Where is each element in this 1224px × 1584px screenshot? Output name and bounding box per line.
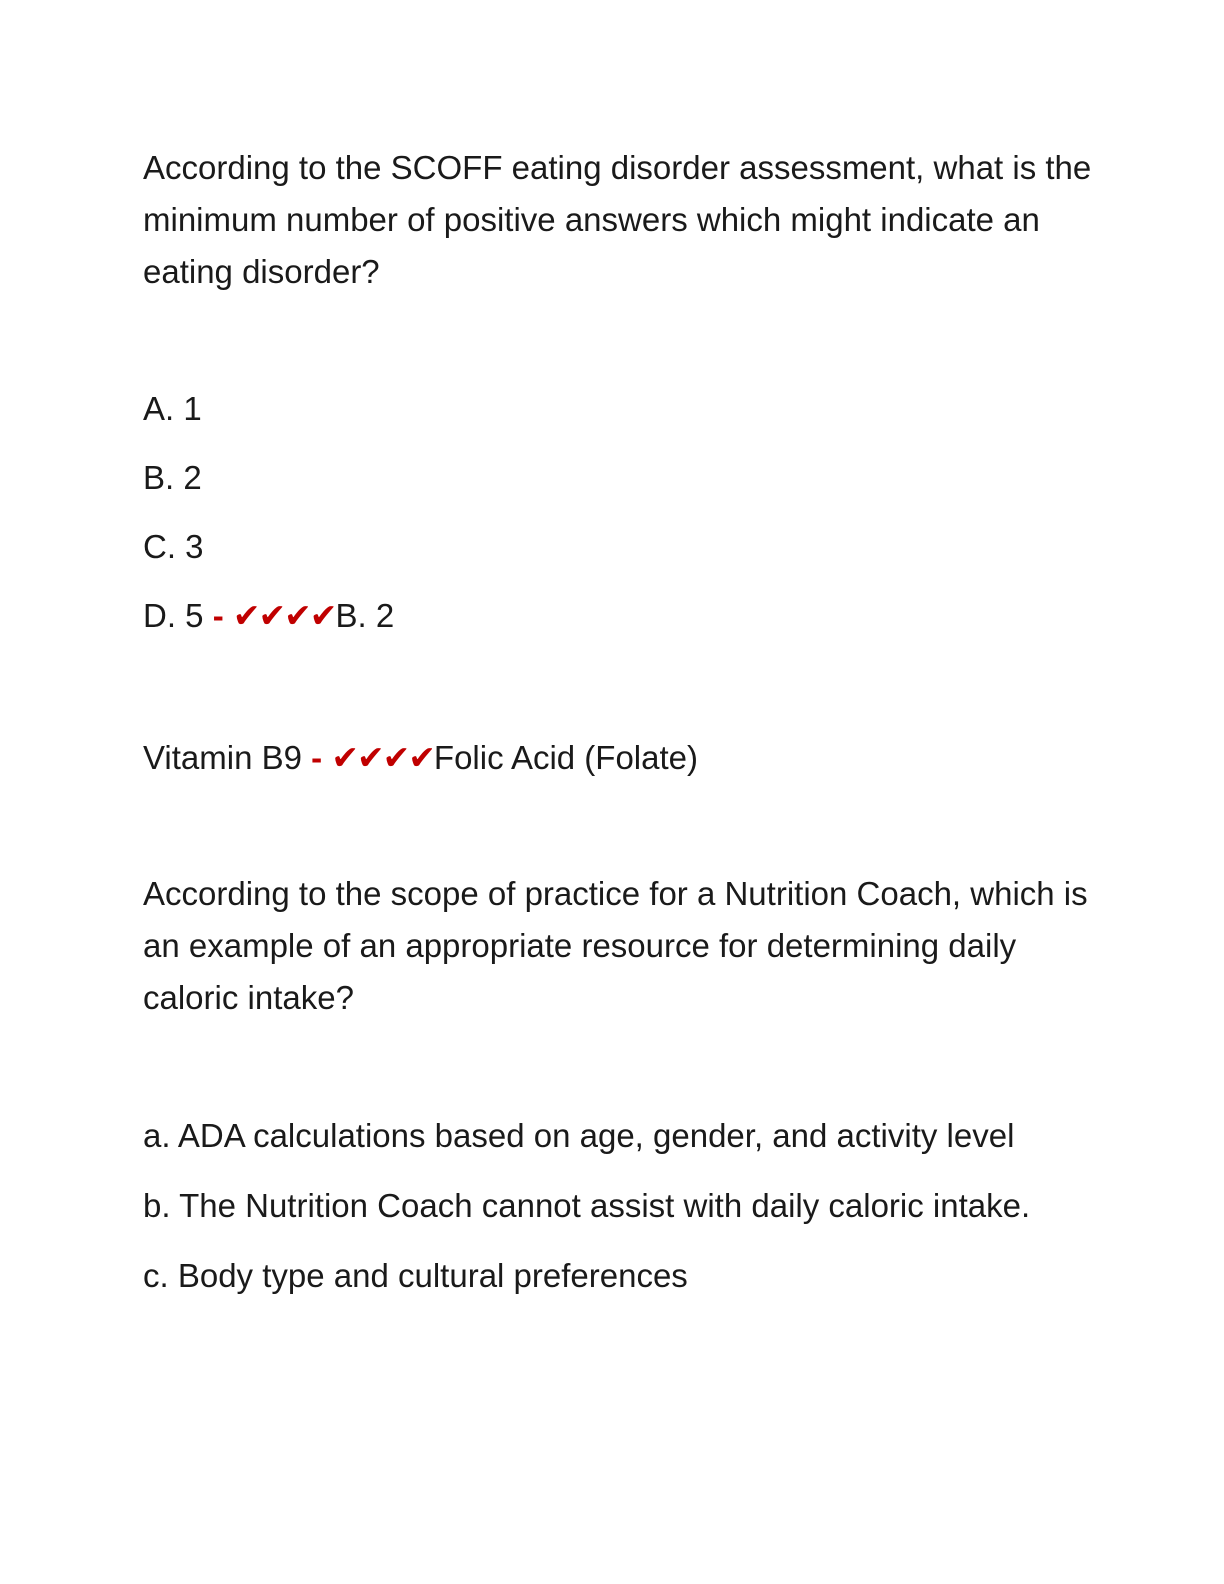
question-1-answer: B. 2 [335, 597, 395, 634]
flashcard-vitamin-b9 [143, 732, 1103, 784]
option-b: B. 2 [143, 459, 202, 496]
option-c: c. Body type and cultural preferences [143, 1257, 688, 1294]
flashcard-answer: Folic Acid (Folate) [433, 739, 699, 776]
answer-separator: - [203, 597, 233, 634]
option-d: D. 5 [143, 597, 204, 634]
option-a: A. 1 [143, 390, 202, 427]
flashcard-term: Vitamin B9 [143, 739, 302, 776]
question-2-text: According to the scope of practice for a Nutrition Coach, which is an example of an appropriate resource for determining daily caloric intake? [143, 875, 1088, 1016]
question-2-options [143, 1110, 1103, 1320]
flashcard-separator: - [301, 739, 332, 776]
check-icon: ✔✔✔✔ [232, 597, 336, 634]
question-1-options [143, 385, 1103, 661]
option-a: a. ADA calculations based on age, gender, and activity level [143, 1117, 1015, 1154]
check-icon: ✔✔✔✔ [331, 739, 434, 776]
question-1-text: According to the SCOFF eating disorder assessment, what is the minimum number of positive answers which might indicate an eating disorder? [143, 149, 1092, 290]
option-b: b. The Nutrition Coach cannot assist with daily caloric intake. [143, 1187, 1031, 1224]
option-c: C. 3 [143, 528, 204, 565]
option-d-with-answer [143, 592, 1103, 661]
